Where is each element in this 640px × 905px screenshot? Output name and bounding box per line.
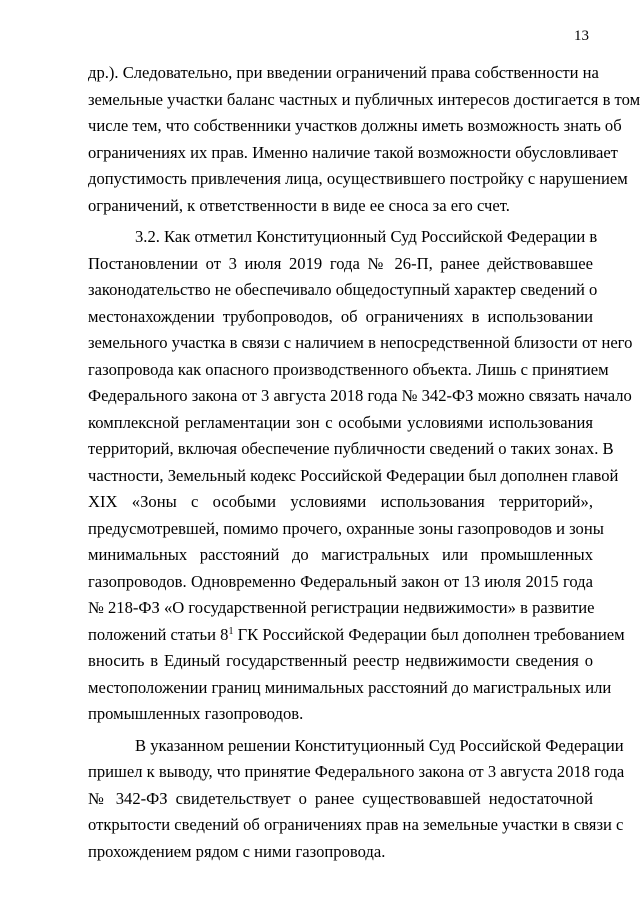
- text-line: вносить в Единый государственный реестр недвижимости сведения о: [88, 651, 593, 670]
- text-line: предусмотревшей, помимо прочего, охранные зоны газопроводов и зоны: [88, 518, 604, 538]
- text-line: газопровода как опасного производственного объекта. Лишь с принятием: [88, 359, 609, 379]
- text-line: др.). Следовательно, при введении ограничений права собственности на: [88, 63, 599, 82]
- text-line: открытости сведений об ограничениях прав на земельные участки в связи с: [88, 815, 624, 834]
- text-line: XIX «Зоны с особыми условиями использования территорий»,: [88, 492, 593, 511]
- text-line: законодательство не обеспечивало общедоступный характер сведений о: [88, 280, 598, 299]
- text-line: числе тем, что собственники участков должны иметь возможность знать об: [88, 116, 622, 135]
- text-segment: положений статьи 8: [88, 624, 229, 644]
- text-line: [88, 622, 625, 649]
- text-line: 3.2. Как отметил Конституционный Суд Российской Федерации в: [135, 227, 598, 246]
- text-line: территорий, включая обеспечение публичности сведений о таких зонах. В: [88, 439, 614, 458]
- text-line: частности, Земельный кодекс Российской Федерации был дополнен главой: [88, 465, 619, 485]
- text-line: № 342-ФЗ свидетельствует о ранее существовавшей недостаточной: [88, 788, 593, 808]
- text-line: допустимость привлечения лица, осуществившего постройку с нарушением: [88, 169, 628, 188]
- text-line: пришел к выводу, что принятие Федерального закона от 3 августа 2018 года: [88, 762, 625, 781]
- text-line: газопроводов. Одновременно Федеральный закон от 13 июля 2015 года: [88, 571, 593, 591]
- text-line: земельного участка в связи с наличием в непосредственной близости от него: [88, 333, 633, 352]
- text-line: прохождением рядом с ними газопровода.: [88, 841, 386, 861]
- text-line: промышленных газопроводов.: [88, 704, 304, 723]
- paragraph: [88, 224, 633, 728]
- superscript: 1: [228, 625, 234, 637]
- text-line: ограничений, к ответственности в виде ее сноса за его счет.: [88, 195, 510, 215]
- document-body: [88, 60, 640, 865]
- text-line: местоположении границ минимальных расстояний до магистральных или: [88, 677, 612, 697]
- text-line: Постановлении от 3 июля 2019 года № 26-П, ранее действовавшее: [88, 253, 593, 273]
- paragraph: [88, 60, 640, 219]
- page-number: 13: [574, 28, 589, 44]
- text-line: комплексной регламентации зон с особыми условиями использования: [88, 412, 593, 432]
- text-line: № 218-ФЗ «О государственной регистрации недвижимости» в развитие: [88, 598, 595, 617]
- text-segment: ГК Российской Федерации был дополнен требованием: [233, 624, 625, 644]
- text-line: ограничениях их прав. Именно наличие такой возможности обусловливает: [88, 142, 618, 162]
- paragraph: [88, 733, 625, 866]
- text-line: земельные участки баланс частных и публичных интересов достигается в том: [88, 89, 640, 109]
- text-line: местонахождении трубопроводов, об ограничениях в использовании: [88, 306, 593, 326]
- text-line: минимальных расстояний до магистральных или промышленных: [88, 545, 593, 564]
- text-line: Федерального закона от 3 августа 2018 года № 342-ФЗ можно связать начало: [88, 386, 632, 405]
- text-line: В указанном решении Конституционный Суд Российской Федерации: [135, 735, 624, 755]
